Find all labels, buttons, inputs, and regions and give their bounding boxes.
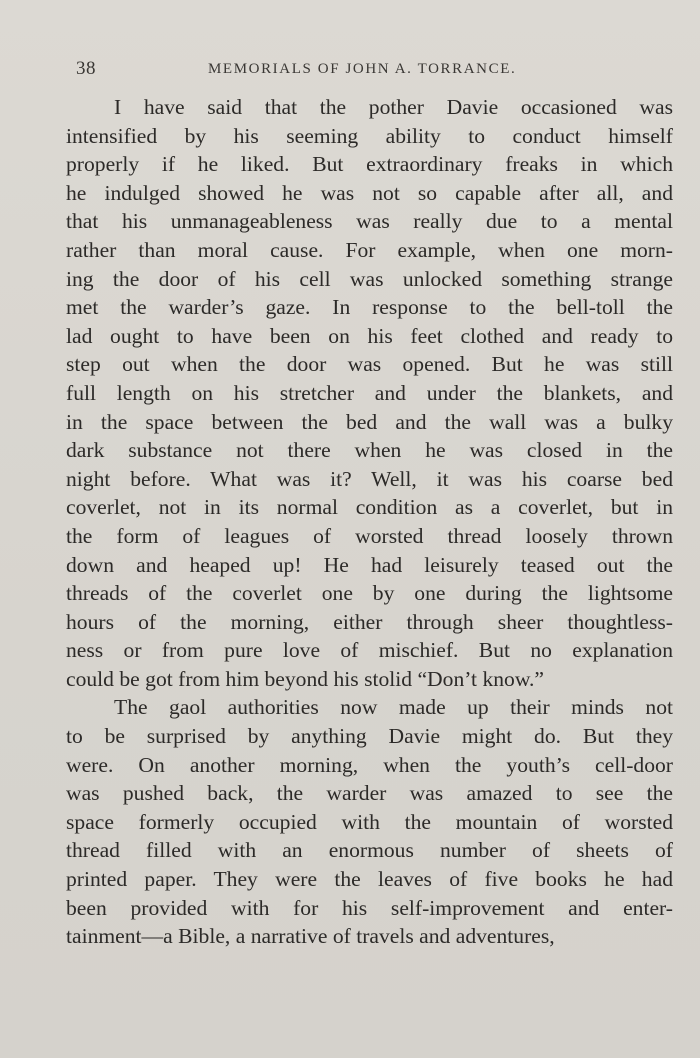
page-number: 38 — [76, 58, 96, 79]
text-line: was pushed back, the warder was amazed to see the — [66, 781, 673, 806]
text-line: down and heaped up! He had leisurely teased out the — [66, 552, 673, 577]
page-header — [76, 58, 676, 84]
text-line: tainment—a Bible, a narrative of travels and adventures, — [66, 924, 555, 949]
text-line: dark substance not there when he was closed in the — [66, 438, 673, 463]
text-line: were. On another morning, when the youth’s cell-door — [66, 752, 673, 777]
text-line: hours of the morning, either through sheer thoughtless- — [66, 609, 673, 634]
text-line: night before. What was it? Well, it was his coarse bed — [66, 466, 673, 491]
text-line: could be got from him beyond his stolid “Don’t know.” — [66, 666, 545, 691]
text-line: full length on his stretcher and under the blankets, and — [66, 380, 673, 405]
text-line: met the warder’s gaze. In response to the bell-toll the — [66, 295, 673, 320]
paragraph — [66, 693, 673, 950]
text-line: in the space between the bed and the wall was a bulky — [66, 409, 673, 434]
text-line: ness or from pure love of mischief. But no explanation — [66, 638, 673, 663]
text-line: thread filled with an enormous number of sheets of — [66, 838, 673, 863]
text-line: been provided with for his self-improvement and enter- — [66, 895, 673, 920]
text-line: intensified by his seeming ability to conduct himself — [66, 123, 673, 148]
text-line: to be surprised by anything Davie might do. But they — [66, 724, 673, 749]
text-line: I have said that the pother Davie occasioned was — [114, 95, 673, 119]
text-line: coverlet, not in its normal condition as a coverlet, but in — [66, 495, 673, 520]
text-line: printed paper. They were the leaves of five books he had — [66, 867, 673, 892]
text-line: lad ought to have been on his feet clothed and ready to — [66, 323, 673, 348]
text-line: that his unmanageableness was really due to a mental — [66, 209, 673, 234]
text-line: step out when the door was opened. But he was still — [66, 352, 673, 377]
running-title: MEMORIALS OF JOHN A. TORRANCE. — [208, 61, 517, 77]
text-line: ing the door of his cell was unlocked something strange — [66, 266, 673, 291]
text-line: he indulged showed he was not so capable after all, and — [66, 180, 673, 205]
text-line: properly if he liked. But extraordinary freaks in which — [66, 152, 673, 177]
body-text — [66, 93, 673, 951]
text-line: threads of the coverlet one by one during the lightsome — [66, 581, 673, 606]
paragraph — [66, 93, 673, 693]
text-line: space formerly occupied with the mountain of worsted — [66, 809, 673, 834]
text-line: The gaol authorities now made up their minds not — [114, 695, 673, 720]
text-line: the form of leagues of worsted thread loosely thrown — [66, 523, 673, 548]
text-line: rather than moral cause. For example, when one morn- — [66, 237, 673, 262]
